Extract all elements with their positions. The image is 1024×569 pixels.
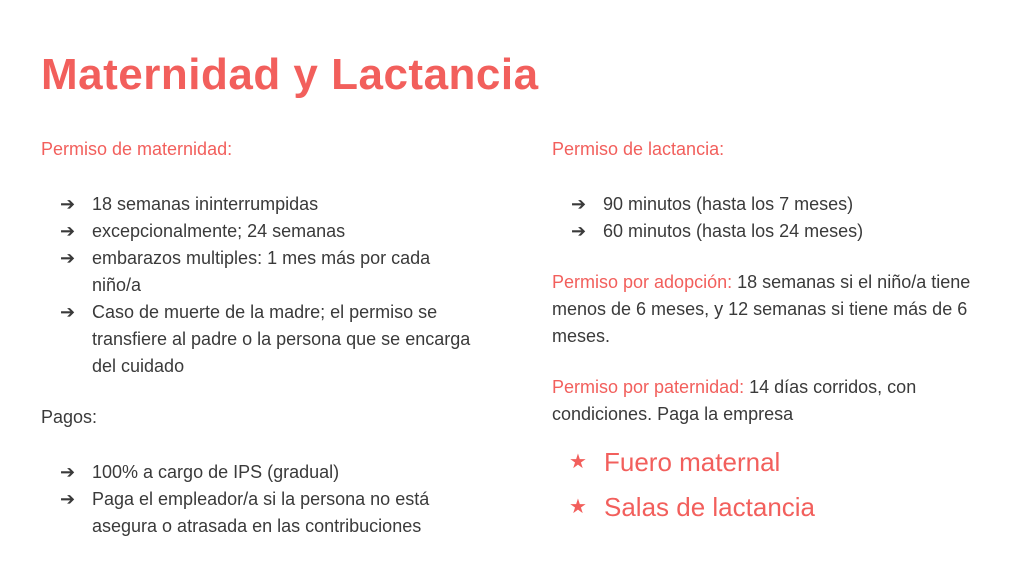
paternity-paragraph [552,374,992,428]
arrow-right-icon: ➔ [571,194,587,214]
maternity-heading: Permiso de maternidad: [41,139,233,159]
arrow-right-icon: ➔ [60,462,76,482]
arrow-right-icon: ➔ [60,194,76,214]
arrow-right-icon: ➔ [60,302,76,322]
paternity-text: 14 días corridos, con condiciones. Paga la empresa [552,377,917,424]
list-item: ➔ embarazos multiples: 1 mes más por cada niño/a [60,245,481,299]
lactation-list [552,191,992,245]
highlight-item: ★ Salas de lactancia [569,485,992,530]
payments-heading: Pagos: [41,407,98,427]
highlights-list [552,440,992,530]
adoption-label: Permiso por adopción: [552,272,733,292]
arrow-right-icon: ➔ [60,489,76,509]
lactation-heading: Permiso de lactancia: [552,139,725,159]
arrow-right-icon: ➔ [60,248,76,268]
list-item: ➔ Paga el empleador/a si la persona no está asegura o atrasada en las contribuciones [60,486,481,540]
arrow-right-icon: ➔ [571,221,587,241]
adoption-text: 18 semanas si el niño/a tiene menos de 6 meses, y 12 semanas si tiene más de 6 meses. [552,272,971,346]
right-column [552,136,992,530]
left-column [41,136,481,540]
star-icon: ★ [569,451,587,473]
list-item: ➔ 100% a cargo de IPS (gradual) [60,459,481,486]
slide-title: Maternidad y Lactancia [41,50,539,99]
star-icon: ★ [569,496,587,518]
highlight-item: ★ Fuero maternal [569,440,992,485]
payments-list [41,459,481,540]
arrow-right-icon: ➔ [60,221,76,241]
list-item: ➔ 90 minutos (hasta los 7 meses) [571,191,992,218]
list-item: ➔ excepcionalmente; 24 semanas [60,218,481,245]
list-item: ➔ Caso de muerte de la madre; el permiso se transfiere al padre o la persona que se encarga del cuidado [60,299,481,380]
adoption-paragraph [552,269,992,350]
paternity-label: Permiso por paternidad: [552,377,745,397]
list-item: ➔ 18 semanas ininterrumpidas [60,191,481,218]
maternity-list [41,191,481,380]
list-item: ➔ 60 minutos (hasta los 24 meses) [571,218,992,245]
